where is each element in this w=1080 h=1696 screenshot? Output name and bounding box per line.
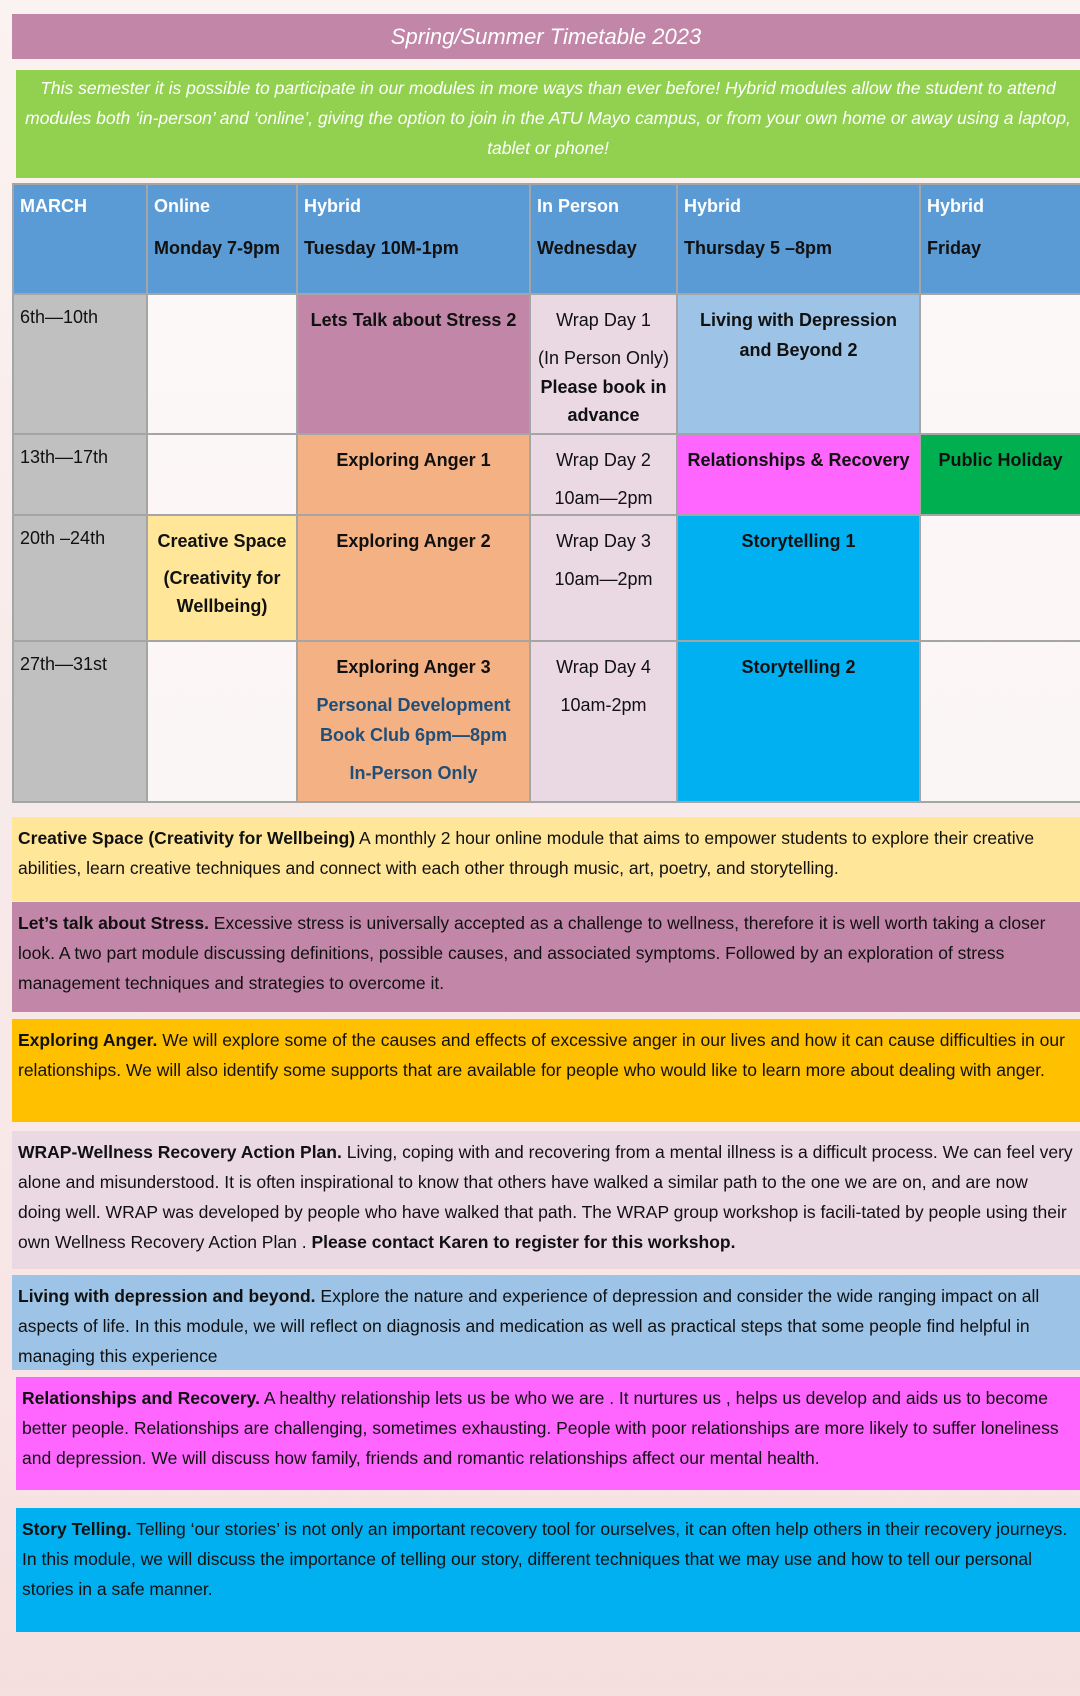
empty-cell [147,641,297,802]
empty-cell [147,294,297,434]
description-anger [12,1019,1080,1122]
empty-cell [920,294,1080,434]
module-cell: Exploring Anger 2 [297,515,530,641]
wrap-day-label: Wrap Day 3 [556,531,651,551]
week-label: 13th—17th [13,434,147,515]
description-text: We will explore some of the causes and effects of excessive anger in our lives and how it can cause difficulties in our relationships. We will also identify some supports that are available for people who would like to learn more about dealing with anger. [18,1030,1065,1080]
wrap-cell [530,641,677,802]
empty-cell [147,434,297,515]
wrap-cell [530,294,677,434]
wrap-time: 10am—2pm [554,488,653,508]
module-cell: Lets Talk about Stress 2 [297,294,530,434]
description-text: A healthy relationship lets us be who we are . It nurtures us , helps us develop and aids us to become better people. Relationships are challenging, sometimes exhausting. People with poor relationships are more likely to suffer loneliness and depression. We will discuss how family, friends and romantic relationships affect our mental health. [22,1388,1059,1468]
description-heading: Living with depression and beyond. [18,1286,316,1306]
header-friday: Hybrid Friday [920,184,1080,294]
description-relationships [16,1377,1080,1490]
description-text: Excessive stress is universally accepted as a challenge to wellness, therefore it is well worth taking a closer look. A two part module discussing definitions, possible causes, and associated symptoms. Followed by an exploration of stress management techniques and strategies to overcome it. [18,913,1046,993]
intro-text: This semester it is possible to participate in our modules in more ways than ever before! Hybrid modules allow the student to attend modules both ‘in-person’ and ‘online’, giving the option to join in the ATU Mayo campus, or from your own home or away using a laptop, tablet or phone! [16,70,1080,178]
description-wrap [12,1131,1080,1269]
wrap-cell [530,434,677,515]
description-contact: Please contact Karen to register for this workshop. [311,1232,736,1252]
description-depression [12,1275,1080,1370]
description-heading: Story Telling. [22,1519,132,1539]
empty-cell [920,515,1080,641]
module-cell: Relationships & Recovery [677,434,920,515]
description-heading: WRAP-Wellness Recovery Action Plan. [18,1142,342,1162]
description-heading: Let’s talk about Stress. [18,913,209,933]
table-row [13,434,1080,515]
module-cell: Storytelling 1 [677,515,920,641]
module-cell: Exploring Anger 1 [297,434,530,515]
empty-cell [920,641,1080,802]
module-subtitle: (Creativity for Wellbeing) [163,568,281,616]
in-person-note: In-Person Only [349,763,478,783]
header-thursday: Hybrid Thursday 5 –8pm [677,184,920,294]
description-stress [12,902,1080,1012]
timetable-title: Spring/Summer Timetable 2023 [12,14,1080,59]
header-wednesday: In Person Wednesday [530,184,677,294]
description-creative-space [12,817,1080,901]
description-text: Explore the nature and experience of depression and consider the wide ranging impact on all aspects of life. In this module, we will reflect on diagnosis and medication as well as practical steps that some people find helpful in managing this experience [18,1286,1040,1366]
description-text: Living, coping with and recovering from a mental illness is a difficult process. We can feel very alone and misunderstood. It is often inspirational to know that others have walked a similar path to the one we are on, and are now doing well. WRAP was developed by people who have walked that path. The WRAP group workshop is facili-tated by people using their own Wellness Recovery Action Plan . [18,1142,1073,1252]
table-row [13,641,1080,802]
wrap-time: 10am-2pm [560,695,647,715]
table-row [13,294,1080,434]
module-cell: Storytelling 2 [677,641,920,802]
week-label: 27th—31st [13,641,147,802]
table-row [13,515,1080,641]
description-text: A monthly 2 hour online module that aims to empower students to explore their creative abilities, learn creative techniques and connect with each other through music, art, poetry, and storytelling. [18,828,1035,878]
wrap-day-label: Wrap Day 2 [556,450,651,470]
header-tuesday: Hybrid Tuesday 10M-1pm [297,184,530,294]
book-club-note: Personal Development Book Club 6pm—8pm [316,695,511,745]
wrap-time: 10am—2pm [554,569,653,589]
module-cell: Living with Depression and Beyond 2 [677,294,920,434]
wrap-booking-note: Please book in advance [540,377,667,425]
module-cell [147,515,297,641]
wrap-day-label: Wrap Day 4 [556,657,651,677]
description-heading: Creative Space (Creativity for Wellbeing) [18,828,356,848]
header-row [13,184,1080,294]
wrap-day-label: Wrap Day 1 [556,310,651,330]
description-heading: Exploring Anger. [18,1030,158,1050]
wrap-cell [530,515,677,641]
module-title: Exploring Anger 3 [336,657,491,677]
timetable [12,183,1080,803]
module-cell [297,641,530,802]
description-storytelling [16,1508,1080,1632]
header-month: MARCH [13,184,147,294]
holiday-cell: Public Holiday [920,434,1080,515]
week-label: 20th –24th [13,515,147,641]
description-heading: Relationships and Recovery. [22,1388,260,1408]
wrap-note: (In Person Only) [537,348,670,368]
header-monday: Online Monday 7-9pm [147,184,297,294]
module-title: Creative Space [157,531,287,551]
description-text: Telling ‘our stories’ is not only an important recovery tool for ourselves, it can often help others in their recovery journeys. In this module, we will discuss the importance of telling our story, different techniques that we may use and how to tell our personal stories in a safe manner. [22,1519,1068,1599]
week-label: 6th—10th [13,294,147,434]
